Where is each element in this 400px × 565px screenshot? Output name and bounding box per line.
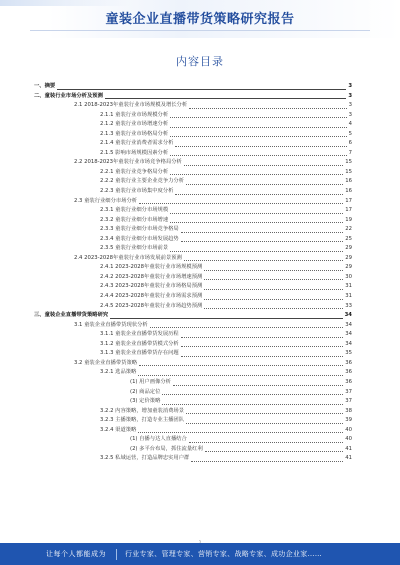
toc-leader-dots: [170, 213, 343, 214]
toc-leader-dots: [204, 270, 343, 271]
toc-leader-dots: [170, 222, 343, 223]
toc-entry-page: 5: [348, 130, 352, 137]
toc-entry-title: 2.1.4 童装行业消费者需求分析: [100, 140, 174, 147]
toc-leader-dots: [189, 108, 346, 109]
toc-leader-dots: [186, 423, 343, 424]
toc-entry[interactable]: [30, 359, 352, 369]
toc-leader-dots: [139, 203, 343, 204]
toc-entry-page: 3: [348, 111, 352, 118]
toc-entry-page: 19: [345, 216, 352, 223]
toc-entry-page: 34: [345, 340, 352, 347]
toc-entry[interactable]: [30, 101, 352, 111]
footer-separator: [116, 549, 117, 560]
toc-leader-dots: [170, 155, 346, 156]
toc-entry[interactable]: [30, 292, 352, 302]
toc-leader-dots: [110, 318, 342, 319]
toc-entry-title: 2.1.2 童装行业市场增速分析: [100, 121, 169, 128]
toc-entry-title: (2) 多平台布局，抓住流量红利: [130, 445, 203, 452]
toc-entry-title: 3.1.3 童装企业直播带货存在问题: [100, 350, 179, 357]
toc-entry-page: 6: [348, 140, 352, 147]
toc-leader-dots: [139, 365, 343, 366]
toc-entry[interactable]: [30, 445, 352, 455]
toc-entry-title: 2.2.3 童装行业市场集中度分析: [100, 188, 174, 195]
toc-entry-page: 33: [345, 302, 352, 309]
toc-entry-title: 3.2.5 私域运营，打造品牌忠实用户群: [100, 455, 190, 462]
toc-entry[interactable]: [30, 302, 352, 312]
toc-entry-title: 2.2.2 童装行业主要企业竞争力分析: [100, 178, 185, 185]
toc-entry[interactable]: [30, 416, 352, 426]
toc-entry[interactable]: [30, 130, 352, 140]
toc-entry-page: 17: [345, 197, 352, 204]
toc-leader-dots: [186, 184, 343, 185]
toc-entry[interactable]: [30, 368, 352, 378]
toc-entry-page: 17: [345, 207, 352, 214]
toc-entry-page: 36: [345, 359, 352, 366]
toc-leader-dots: [204, 308, 343, 309]
toc-entry[interactable]: [30, 454, 352, 464]
toc-leader-dots: [204, 279, 343, 280]
toc-entry[interactable]: [30, 330, 352, 340]
toc-leader-dots: [57, 89, 346, 90]
toc-leader-dots: [204, 299, 343, 300]
toc-entry[interactable]: [30, 92, 352, 102]
toc-entry-page: 41: [345, 455, 352, 462]
toc-leader-dots: [170, 136, 346, 137]
toc-entry[interactable]: [30, 206, 352, 216]
toc-entry-title: 2.2.1 童装行业竞争格局分析: [100, 168, 169, 175]
toc-entry-title: 2.4.3 2023-2028年童装行业市场格局预测: [100, 283, 203, 290]
toc-leader-dots: [138, 432, 343, 433]
toc-entry-page: 3: [348, 92, 352, 99]
toc-entry-page: 36: [345, 369, 352, 376]
toc-leader-dots: [138, 375, 343, 376]
toc-leader-dots: [204, 289, 343, 290]
toc-leader-dots: [175, 146, 346, 147]
toc-entry-page: 29: [345, 254, 352, 261]
footer-tagline: 行业专家、管理专家、营销专家、战略专家、成功企业家……: [125, 550, 323, 558]
toc-entry-title: 2.3 童装行业细分市场分析: [74, 197, 138, 204]
toc-entry[interactable]: [30, 254, 352, 264]
toc-entry[interactable]: [30, 225, 352, 235]
toc-heading: 内容目录: [176, 55, 224, 68]
toc-leader-dots: [181, 241, 344, 242]
toc-entry-title: 3.2.4 渠道策略: [100, 426, 137, 433]
toc-entry-title: 2.4.5 2023-2028年童装行业市场趋势预测: [100, 302, 203, 309]
toc-leader-dots: [191, 461, 343, 462]
toc-entry-title: 2.1.5 影响市场规模因素分析: [100, 149, 169, 156]
toc-entry-page: 34: [345, 331, 352, 338]
toc-entry[interactable]: [30, 235, 352, 245]
toc-entry[interactable]: [30, 340, 352, 350]
toc-entry-title: 3.1 童装企业直播带货现状分析: [74, 321, 148, 328]
toc-leader-dots: [184, 165, 343, 166]
toc-leader-dots: [189, 442, 343, 443]
toc-leader-dots: [105, 98, 346, 99]
toc-entry[interactable]: [30, 378, 352, 388]
toc-entry-page: 41: [345, 445, 352, 452]
toc-entry-page: 40: [345, 426, 352, 433]
toc-entry-title: 3.1.1 童装企业直播带货发展历程: [100, 331, 179, 338]
toc-entry-title: 2.3.4 童装行业细分市场发展趋势: [100, 235, 179, 242]
toc-leader-dots: [181, 346, 344, 347]
toc-entry[interactable]: [30, 263, 352, 273]
toc-entry-title: 2.2 2018-2023年童装行业市场竞争格局分析: [74, 159, 182, 166]
toc-entry-title: 2.1 2018-2023年童装行业市场规模及增长分析: [74, 102, 188, 109]
toc-entry-title: 2.3.1 童装行业细分市场规模: [100, 207, 169, 214]
toc-entry[interactable]: [30, 244, 352, 254]
toc-entry-page: 31: [345, 293, 352, 300]
toc-entry-page: 34: [345, 321, 352, 328]
toc-entry[interactable]: [30, 158, 352, 168]
toc-entry-page: 29: [345, 245, 352, 252]
toc-entry[interactable]: [30, 149, 352, 159]
toc-entry[interactable]: [30, 111, 352, 121]
toc-entry[interactable]: [30, 426, 352, 436]
header-stripe: [0, 0, 130, 6]
toc-entry[interactable]: [30, 120, 352, 130]
toc-entry[interactable]: [30, 177, 352, 187]
toc-entry-page: 3: [348, 102, 352, 109]
toc-entry-page: 22: [345, 226, 352, 233]
toc-entry[interactable]: [30, 139, 352, 149]
toc-entry-title: (1) 用户画像分析: [130, 378, 171, 385]
toc-entry-title: (1) 自播与达人直播结合: [130, 436, 187, 443]
toc-entry-title: 2.4.2 2023-2028年童装行业市场增速预测: [100, 273, 203, 280]
toc-entry-title: 2.4.4 2023-2028年童装行业市场需求预测: [100, 293, 203, 300]
toc-entry-page: 25: [345, 235, 352, 242]
toc-entry[interactable]: [30, 168, 352, 178]
toc-leader-dots: [173, 385, 343, 386]
toc-entry-title: 2.3.2 童装行业细分市场增速: [100, 216, 169, 223]
toc-entry-title: 3.2.3 主播策略，打造专业主播团队: [100, 417, 185, 424]
toc-entry-title: 2.3.5 童装行业细分市场前景: [100, 245, 169, 252]
toc-leader-dots: [175, 194, 343, 195]
toc-leader-dots: [170, 117, 346, 118]
toc-leader-dots: [181, 337, 344, 338]
toc-entry-title: 2.3.3 童装行业细分市场竞争格局: [100, 226, 179, 233]
toc-entry[interactable]: [30, 282, 352, 292]
toc-entry[interactable]: [30, 407, 352, 417]
toc-entry-title: 一、摘要: [34, 83, 56, 89]
toc-entry-title: 2.1.1 童装行业市场规模分析: [100, 111, 169, 118]
toc-entry[interactable]: [30, 187, 352, 197]
toc-entry[interactable]: [30, 216, 352, 226]
toc-entry-title: 三、童装企业直播带货策略研究: [34, 312, 109, 319]
toc-entry-title: 3.2.2 内容策略，增加童装消费场景: [100, 407, 185, 414]
toc-entry-page: 35: [345, 350, 352, 357]
toc-entry-title: 2.4.1 2023-2028年童装行业市场规模预测: [100, 264, 203, 271]
toc-entry-title: (3) 定价策略: [130, 398, 161, 405]
toc-entry-page: 39: [345, 417, 352, 424]
toc-entry-page: 15: [345, 168, 352, 175]
toc-entry-title: 3.2.1 选品策略: [100, 369, 137, 376]
footer-slogan: 让每个人都能成为: [46, 550, 106, 558]
toc-entry-page: 40: [345, 436, 352, 443]
toc-entry-page: 37: [345, 398, 352, 405]
toc-entry[interactable]: [30, 435, 352, 445]
toc-entry-title: 3.2 童装企业直播带货策略: [74, 359, 138, 366]
toc-leader-dots: [162, 404, 343, 405]
toc-leader-dots: [186, 413, 343, 414]
toc-leader-dots: [205, 451, 343, 452]
toc-leader-dots: [170, 127, 346, 128]
toc-entry-page: 16: [345, 178, 352, 185]
toc-entry-page: 3: [348, 83, 352, 89]
toc-leader-dots: [181, 356, 344, 357]
toc-entry-page: 36: [345, 378, 352, 385]
toc-entry[interactable]: [30, 311, 352, 321]
toc-entry-page: 15: [345, 159, 352, 166]
toc-entry-page: 4: [348, 121, 352, 128]
toc-entry-title: 2.4 2023-2028年童装行业市场发展前景预测: [74, 254, 182, 261]
toc-entry-page: 31: [345, 283, 352, 290]
toc-entry-title: (2) 商品定位: [130, 388, 161, 395]
toc-entry-title: 2.1.3 童装行业市场格局分析: [100, 130, 169, 137]
toc-leader-dots: [181, 232, 344, 233]
toc-leader-dots: [150, 327, 344, 328]
document-title: 童装企业直播带货策略研究报告: [105, 12, 295, 27]
table-of-contents: [30, 82, 352, 464]
toc-entry[interactable]: [30, 321, 352, 331]
footer-banner: [0, 543, 400, 565]
toc-entry-page: 16: [345, 188, 352, 195]
toc-entry-page: 37: [345, 388, 352, 395]
toc-leader-dots: [162, 394, 343, 395]
toc-entry[interactable]: [30, 82, 352, 92]
toc-entry-page: 29: [345, 264, 352, 271]
toc-entry-page: 7: [348, 149, 352, 156]
toc-leader-dots: [170, 251, 343, 252]
toc-entry-title: 二、童装行业市场分析及预测: [34, 92, 103, 99]
toc-entry[interactable]: [30, 397, 352, 407]
header-divider: [30, 30, 370, 31]
toc-entry[interactable]: [30, 349, 352, 359]
toc-entry-page: 38: [345, 407, 352, 414]
toc-entry-page: 34: [344, 312, 352, 319]
toc-entry-page: 30: [345, 273, 352, 280]
toc-entry[interactable]: [30, 197, 352, 207]
toc-leader-dots: [184, 260, 343, 261]
toc-leader-dots: [170, 174, 343, 175]
toc-entry[interactable]: [30, 388, 352, 398]
toc-entry[interactable]: [30, 273, 352, 283]
toc-entry-title: 3.1.2 童装企业直播带货模式分析: [100, 340, 179, 347]
